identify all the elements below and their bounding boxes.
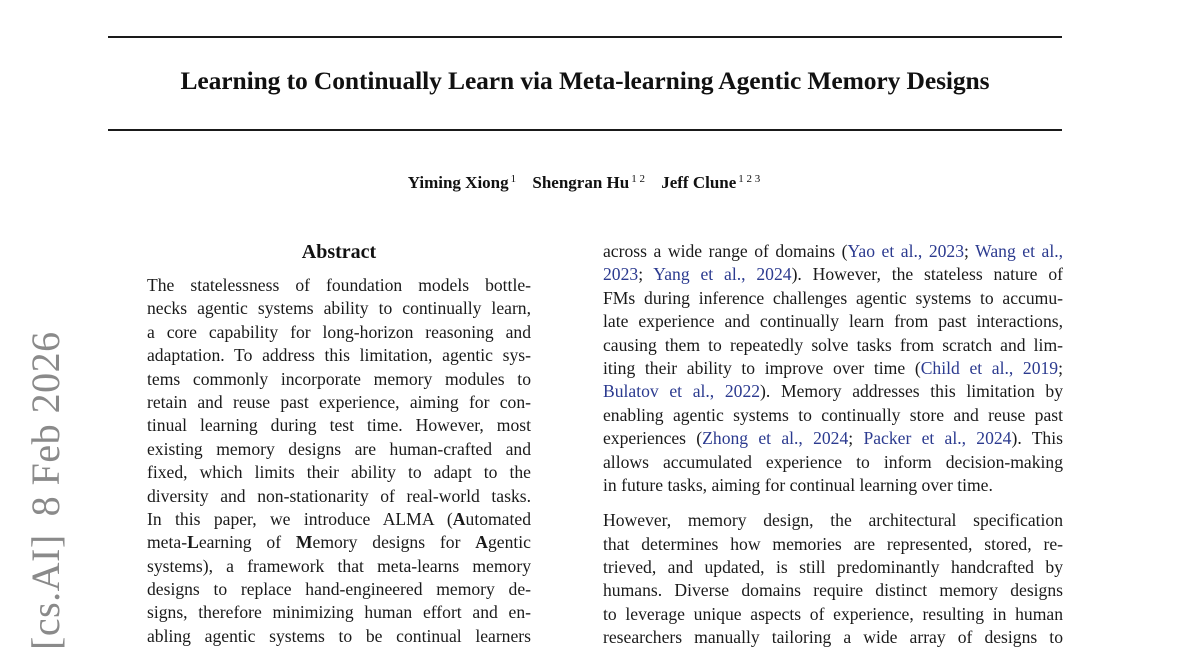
abstract-body — [147, 274, 531, 648]
text-span: fixed, which limits their ability to adapt to the — [147, 462, 531, 483]
text-span: ; — [964, 241, 976, 261]
text-line — [603, 263, 1063, 286]
text-span: enabling agentic systems to continually store and reuse past — [603, 404, 1063, 425]
arxiv-date: 8 Feb 2026 — [23, 331, 68, 517]
text-span: iting their ability to improve over time ( — [603, 357, 921, 378]
introduction-column — [603, 240, 1063, 650]
text-span: gentic — [488, 532, 531, 553]
text-span: tems commonly incorporate memory modules to — [147, 368, 531, 389]
text-span: systems), a framework that meta-learns memory — [147, 555, 531, 576]
text-span: signs, therefore minimizing human effort and en- — [147, 602, 531, 623]
text-span: diversity and non-stationarity of real-world tasks. — [147, 485, 531, 506]
text-line — [147, 321, 531, 344]
citation-link[interactable]: Yang et al., 2024 — [653, 264, 792, 285]
intro-paragraph — [603, 509, 1063, 649]
title-top-rule — [108, 36, 1062, 38]
text-span: designs to replace hand-engineered memory de- — [147, 579, 531, 600]
author-name: Yiming Xiong — [407, 173, 509, 192]
text-span: that determines how memories are represented, stored, re- — [603, 533, 1063, 554]
text-line — [603, 533, 1063, 556]
text-line — [603, 334, 1063, 357]
intro-paragraph — [603, 240, 1063, 497]
text-line — [147, 578, 531, 601]
abstract-column — [147, 240, 531, 648]
abstract-heading: Abstract — [301, 241, 377, 263]
text-line — [147, 531, 531, 554]
text-span: in future tasks, aiming for continual learning over time. — [603, 474, 993, 495]
text-span: causing them to repeatedly solve tasks from scratch and lim- — [603, 334, 1063, 355]
text-span: late experience and continually learn from past interactions, — [603, 311, 1063, 332]
author-affiliation: 1 — [510, 173, 517, 185]
text-span: retain and reuse past experience, aiming for con- — [147, 391, 531, 412]
author-name: Jeff Clune — [661, 173, 737, 192]
author — [532, 173, 645, 192]
text-line — [603, 556, 1063, 579]
text-line — [147, 461, 531, 484]
text-line — [603, 626, 1063, 649]
text-span: ; — [848, 428, 864, 449]
arxiv-stamp — [22, 331, 69, 650]
text-span: across a wide range of domains ( — [603, 241, 848, 261]
paper-title: Learning to Continually Learn via Meta-learning Agentic Memory Designs — [180, 66, 990, 95]
text-span: ). This — [1011, 428, 1063, 449]
text-line — [603, 603, 1063, 626]
text-line — [147, 438, 531, 461]
text-span: earning of — [198, 532, 296, 553]
citation-link[interactable]: Packer et al., 2024 — [863, 428, 1012, 449]
text-line — [603, 380, 1063, 403]
text-line — [147, 508, 531, 531]
text-line — [147, 625, 531, 648]
text-span: experiences ( — [603, 428, 703, 449]
text-line — [147, 555, 531, 578]
text-span: In this paper, we introduce ALMA ( — [147, 508, 453, 529]
text-span: emory designs for — [312, 532, 476, 553]
text-line — [603, 357, 1063, 380]
text-span: ; — [638, 264, 654, 285]
author-name: Shengran Hu — [532, 173, 630, 192]
text-span: humans. Diverse domains require distinct memory designs — [603, 580, 1063, 601]
text-line — [603, 287, 1063, 310]
text-line — [603, 404, 1063, 427]
text-line — [147, 485, 531, 508]
text-span: However, memory design, the architectural specification — [603, 510, 1063, 531]
text-line — [603, 240, 1063, 263]
text-span: adaptation. To address this limitation, agentic sys- — [147, 345, 531, 366]
text-span: ; — [1058, 357, 1063, 378]
text-span: ). Memory addresses this limitation by — [760, 381, 1063, 402]
text-line — [603, 579, 1063, 602]
citation-link[interactable]: 2023 — [603, 264, 639, 285]
text-span: abling agentic systems to be continual learners — [147, 625, 531, 646]
text-span: existing memory designs are human-crafted and — [147, 438, 531, 459]
text-line — [147, 368, 531, 391]
citation-link[interactable]: Yao et al., 2023 — [847, 241, 965, 261]
text-line — [603, 474, 1063, 497]
text-span: allows accumulated experience to inform decision-making — [603, 451, 1063, 472]
acronym-initial: L — [187, 532, 199, 553]
introduction-body — [603, 240, 1063, 650]
text-span: trieved, and updated, is still predominantly handcrafted by — [603, 557, 1063, 578]
arxiv-category: [cs.AI] — [23, 534, 68, 650]
text-line — [147, 391, 531, 414]
acronym-initial: A — [475, 532, 488, 553]
author-affiliation: 1 2 3 — [738, 173, 761, 185]
text-span: utomated — [465, 508, 531, 529]
text-line — [147, 344, 531, 367]
text-line — [603, 509, 1063, 532]
acronym-initial: A — [452, 508, 466, 529]
author — [661, 173, 760, 192]
acronym-initial: M — [295, 532, 313, 553]
author-affiliation: 1 2 — [631, 173, 645, 185]
text-span: meta- — [147, 532, 188, 553]
paragraph-gap — [603, 497, 1063, 509]
text-line — [603, 451, 1063, 474]
citation-link[interactable]: Wang et al., — [975, 241, 1064, 261]
text-span: researchers manually tailoring a wide array of designs to — [603, 627, 1063, 648]
author-list — [0, 173, 1168, 193]
author — [408, 173, 516, 192]
text-line — [147, 414, 531, 437]
text-line — [603, 310, 1063, 333]
text-span: a core capability for long-horizon reasoning and — [147, 321, 531, 342]
citation-link[interactable]: Zhong et al., 2024 — [702, 428, 849, 449]
text-span: The statelessness of foundation models bottle- — [147, 275, 531, 295]
text-span: FMs during inference challenges agentic systems to accumu- — [603, 287, 1063, 308]
text-line — [603, 427, 1063, 450]
text-line — [147, 601, 531, 624]
text-span: to leverage unique aspects of experience, resulting in human — [603, 603, 1063, 624]
citation-link[interactable]: Child et al., 2019 — [920, 357, 1059, 378]
text-line — [147, 274, 531, 297]
text-span: tinual learning during test time. However, most — [147, 415, 531, 436]
citation-link[interactable]: Bulatov et al., 2022 — [603, 381, 761, 402]
text-span: ). However, the stateless nature of — [791, 264, 1063, 285]
title-bottom-rule — [108, 129, 1062, 131]
text-span: necks agentic systems ability to continually learn, — [147, 298, 531, 319]
text-line — [147, 297, 531, 320]
